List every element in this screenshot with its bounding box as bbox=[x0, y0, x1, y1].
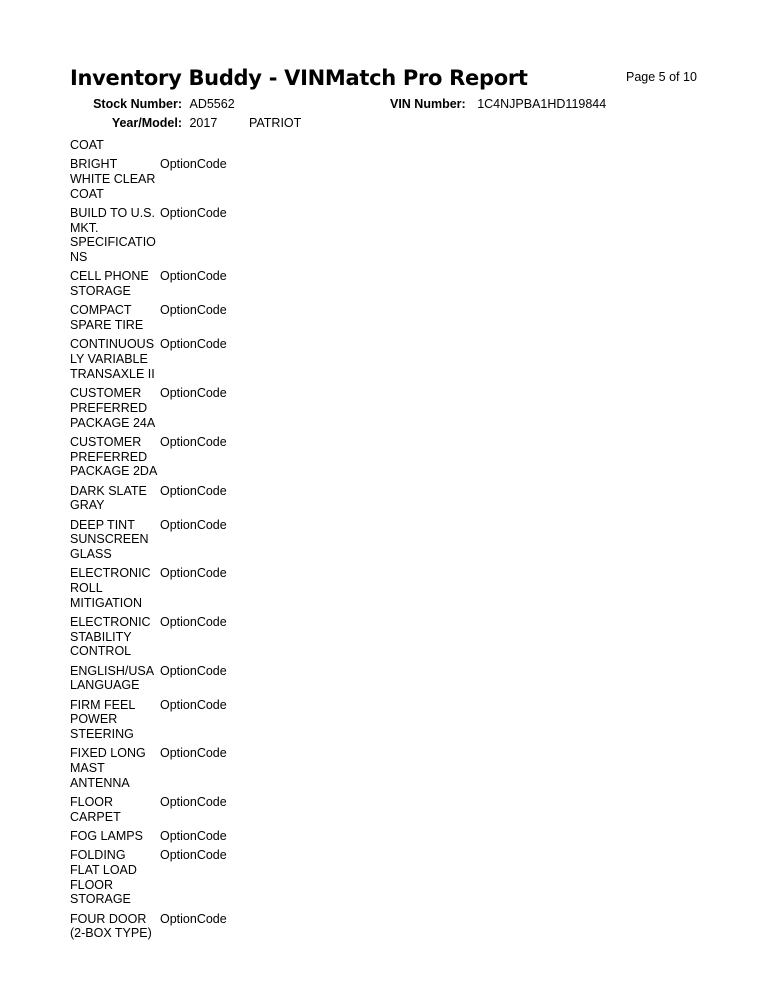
option-row bbox=[70, 746, 227, 790]
option-row bbox=[70, 698, 227, 742]
option-row bbox=[70, 206, 227, 265]
option-name: BRIGHT WHITE CLEAR COAT bbox=[70, 157, 156, 201]
option-code: OptionCode bbox=[160, 337, 227, 352]
option-code: OptionCode bbox=[160, 911, 227, 926]
option-name: DARK SLATE GRAY bbox=[70, 483, 147, 513]
option-name: CELL PHONE STORAGE bbox=[70, 269, 149, 299]
option-row bbox=[70, 518, 227, 562]
model-value: PATRIOT bbox=[248, 116, 302, 130]
option-name: CUSTOMER PREFERRED PACKAGE 2DA bbox=[70, 434, 158, 479]
option-code: OptionCode bbox=[160, 663, 227, 678]
option-row bbox=[70, 829, 227, 844]
option-name: DEEP TINT SUNSCREEN GLASS bbox=[70, 517, 149, 561]
option-code: OptionCode bbox=[160, 303, 227, 318]
option-name: FOG LAMPS bbox=[70, 829, 143, 844]
option-row bbox=[70, 664, 227, 693]
stock-number-row bbox=[70, 97, 235, 111]
option-row bbox=[70, 269, 227, 298]
vin-number-label: VIN Number: bbox=[390, 97, 466, 111]
option-row bbox=[70, 566, 227, 610]
option-name: ENGLISH/USA LANGUAGE bbox=[70, 663, 155, 693]
option-code: OptionCode bbox=[160, 697, 227, 712]
option-row bbox=[70, 337, 227, 381]
option-name: FIXED LONG MAST ANTENNA bbox=[70, 746, 146, 790]
year-model-row bbox=[70, 116, 301, 130]
option-name: FLOOR CARPET bbox=[70, 795, 121, 824]
option-code: OptionCode bbox=[160, 614, 227, 629]
option-code: OptionCode bbox=[160, 795, 227, 810]
option-name: CUSTOMER PREFERRED PACKAGE 24A bbox=[70, 386, 156, 430]
option-code: OptionCode bbox=[160, 566, 227, 581]
option-code: OptionCode bbox=[160, 269, 227, 284]
option-code: OptionCode bbox=[160, 157, 227, 172]
option-code: OptionCode bbox=[160, 386, 227, 401]
vin-number-value: 1C4NJPBA1HD119844 bbox=[477, 97, 607, 111]
vin-number-row bbox=[390, 97, 606, 111]
option-name: BUILD TO U.S. MKT. SPECIFICATIO NS bbox=[70, 206, 156, 265]
option-row bbox=[70, 615, 227, 659]
stock-number-value: AD5562 bbox=[189, 97, 235, 111]
option-code: OptionCode bbox=[160, 434, 227, 449]
option-name: CONTINUOUS LY VARIABLE TRANSAXLE II bbox=[70, 337, 155, 381]
option-name: ELECTRONIC ROLL MITIGATION bbox=[70, 566, 151, 610]
option-row bbox=[70, 848, 227, 907]
option-list bbox=[70, 138, 227, 946]
option-name: FIRM FEEL POWER STEERING bbox=[70, 697, 136, 742]
year-model-label: Year/Model: bbox=[111, 116, 182, 130]
stock-number-label: Stock Number: bbox=[93, 97, 182, 111]
option-code: OptionCode bbox=[160, 517, 227, 532]
report-title: Inventory Buddy - VINMatch Pro Report bbox=[70, 66, 528, 90]
year-value: 2017 bbox=[189, 116, 218, 130]
option-row bbox=[70, 912, 227, 941]
option-code: OptionCode bbox=[160, 848, 227, 863]
option-name: COMPACT SPARE TIRE bbox=[70, 303, 144, 333]
option-row bbox=[70, 435, 227, 479]
option-code: OptionCode bbox=[160, 206, 227, 220]
option-name: FOLDING FLAT LOAD FLOOR STORAGE bbox=[70, 848, 137, 907]
option-code: OptionCode bbox=[160, 483, 227, 498]
option-row bbox=[70, 303, 227, 332]
option-row bbox=[70, 138, 227, 153]
option-code: OptionCode bbox=[160, 829, 227, 844]
option-row bbox=[70, 795, 227, 824]
option-row bbox=[70, 157, 227, 201]
option-code: OptionCode bbox=[160, 746, 227, 761]
option-row bbox=[70, 484, 227, 513]
page-number: Page 5 of 10 bbox=[626, 70, 697, 84]
option-name: ELECTRONIC STABILITY CONTROL bbox=[70, 614, 151, 659]
option-name: COAT bbox=[70, 138, 104, 152]
option-row bbox=[70, 386, 227, 430]
option-name: FOUR DOOR (2-BOX TYPE) bbox=[70, 911, 152, 941]
